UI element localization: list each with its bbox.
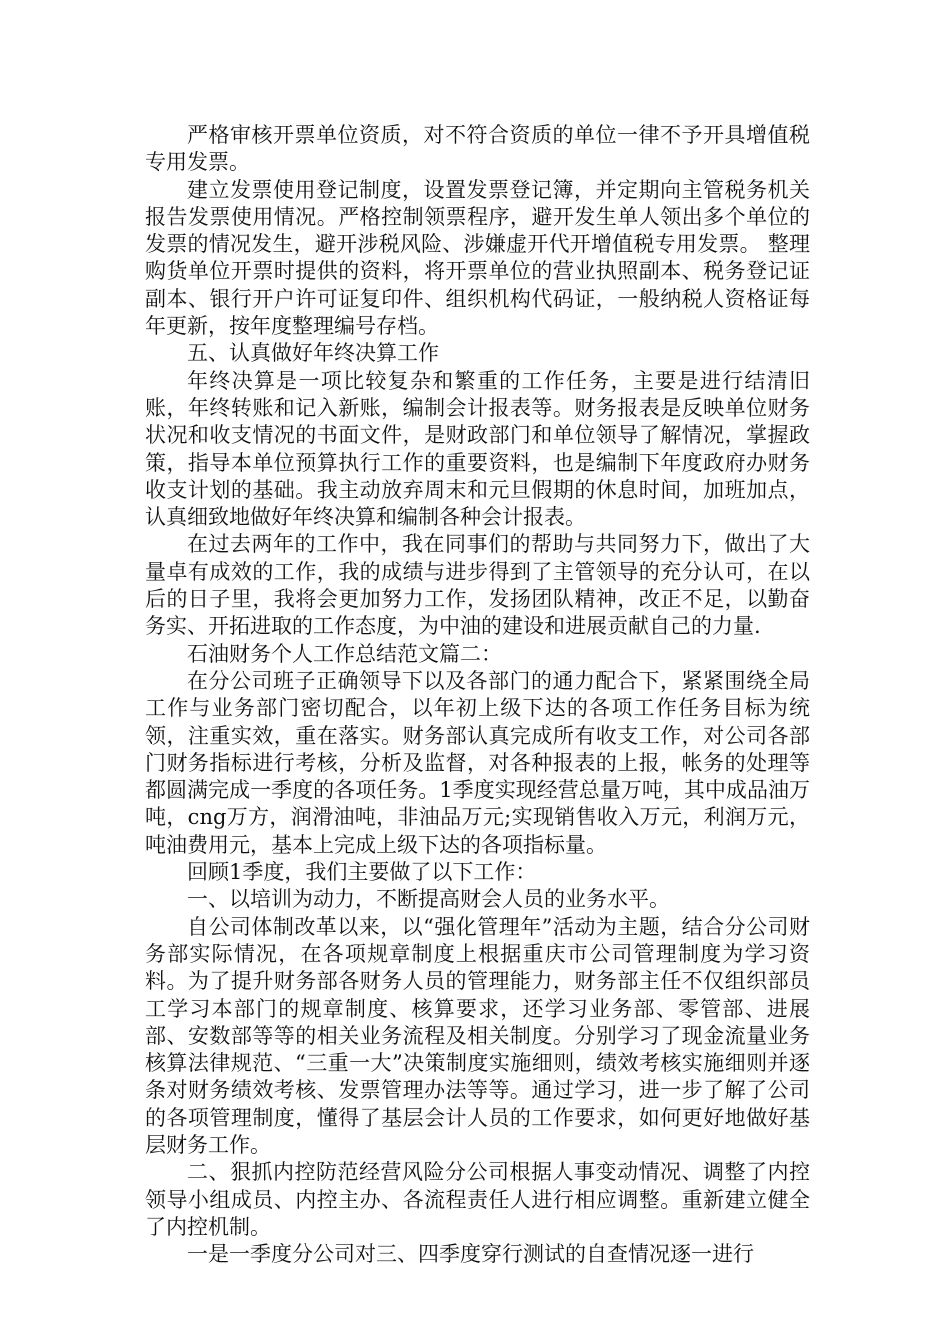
paragraph-branch-leadership: 在分公司班子正确领导下以及各部门的通力配合下，紧紧围绕全局工作与业务部门密切配合，以年初上级下达的各项工作任务目标为统领，注重实效，重在落实。财务部认真完成所有收支工作，对公司各部门财务指标进行考核，分析及监督，对各种报表的上报，帐务的处理等都圆满完成一季度的各项任务。1季度实现经营总量万吨，其中成品油万吨，cng万方，润滑油吨，非油品万元;实现销售收入万元，利润万元，吨油费用元，基本上完成上级下达的各项指标量。	[145, 668, 810, 857]
paragraph-internal-control: 二、狠抓内控防范经营风险分公司根据人事变动情况、调整了内控领导小组成员、内控主办、各流程责任人进行相应调整。重新建立健全了内控机制。	[145, 1160, 810, 1239]
section-heading-year-end: 五、认真做好年终决算工作	[187, 341, 439, 366]
document-body	[145, 122, 810, 1268]
heading-article-two: 石油财务个人工作总结范文篇二：	[187, 641, 502, 666]
paragraph-invoice-registration: 建立发票使用登记制度，设置发票登记簿，并定期向主管税务机关报告发票使用情况。严格控制领票程序，避开发生单人领出多个单位的发票的情况发生，避开涉税风险、涉嫌虚开代开增值税专用发票。 整理购货单位开票时提供的资料，将开票单位的营业执照副本、税务登记证副本、银行开户许可证复印件、组织机构代码证，一般纳税人资格证每年更新，按年度整理编号存档。	[145, 177, 810, 339]
paragraph-q1-testing: 一是一季度分公司对三、四季度穿行测试的自查情况逐一进行	[187, 1242, 754, 1267]
paragraph-q1-review-intro: 回顾1季度，我们主要做了以下工作：	[187, 860, 537, 885]
paragraph-reform-study: 自公司体制改革以来，以“强化管理年”活动为主题，结合分公司财务部实际情况，在各项规章制度上根据重庆市公司管理制度为学习资料。为了提升财务部各财务人员的管理能力，财务部主任不仅组织部员工学习本部门的规章制度、核算要求，还学习业务部、零管部、进展部、安数部等等的相关业务流程及相关制度。分别学习了现金流量业务核算法律规范、“三重一大”决策制度实施细则，绩效考核实施细则并逐条对财务绩效考核、发票管理办法等等。通过学习，进一步了解了公司的各项管理制度，懂得了基层会计人员的工作要求，如何更好地做好基层财务工作。	[145, 914, 810, 1157]
paragraph-invoice-qualification: 严格审核开票单位资质，对不符合资质的单位一律不予开具增值税专用发票。	[145, 123, 810, 175]
paragraph-year-end-settlement: 年终决算是一项比较复杂和繁重的工作任务，主要是进行结清旧账，年终转账和记入新账，编制会计报表等。财务报表是反映单位财务状况和收支情况的书面文件，是财政部门和单位领导了解情况，掌握政策，指导本单位预算执行工作的重要资料，也是编制下年度政府办财务收支计划的基础。我主动放弃周末和元旦假期的休息时间，加班加点，认真细致地做好年终决算和编制各种会计报表。	[145, 368, 810, 530]
paragraph-two-year-review: 在过去两年的工作中，我在同事们的帮助与共同努力下，做出了大量卓有成效的工作，我的成绩与进步得到了主管领导的充分认可，在以后的日子里，我将会更加努力工作，发扬团队精神，改正不足，以勤奋务实、开拓进取的工作态度，为中油的建设和进展贡献自己的力量.	[145, 532, 810, 639]
heading-training: 一、以培训为动力，不断提高财会人员的业务水平。	[187, 887, 670, 912]
